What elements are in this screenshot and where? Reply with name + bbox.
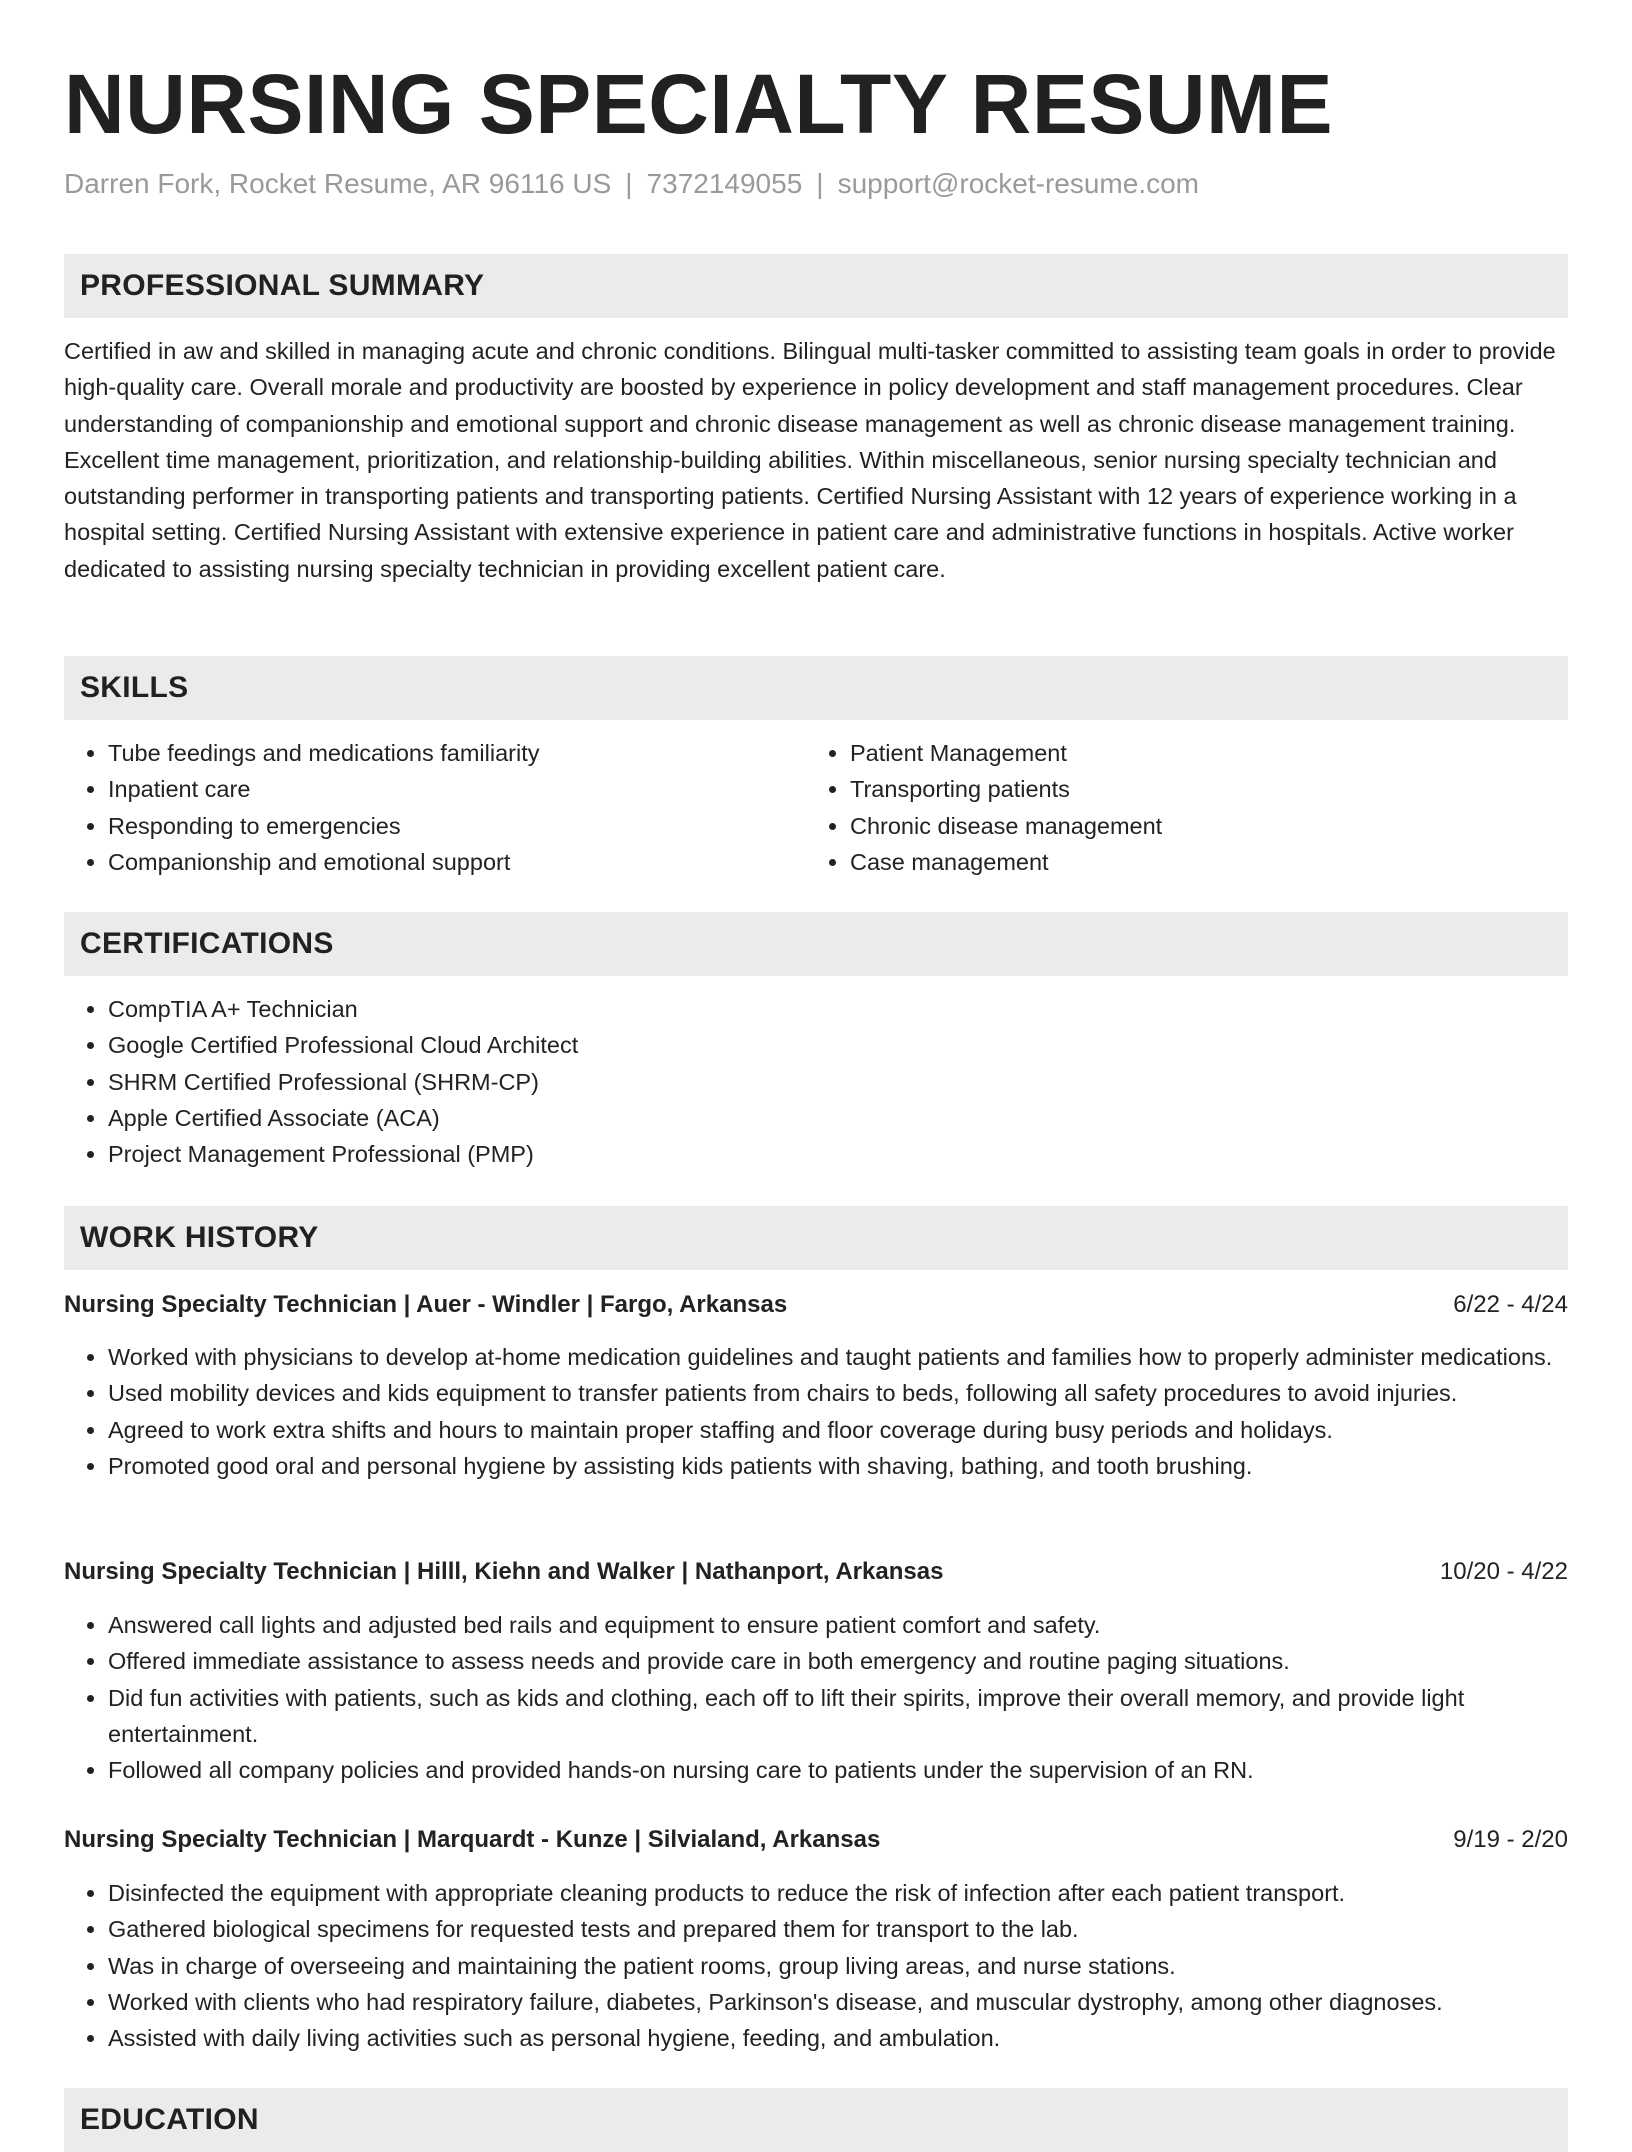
skills-column-right bbox=[806, 735, 1546, 880]
education-section-header bbox=[64, 2088, 1568, 2152]
job-dates: 6/22 - 4/24 bbox=[1453, 1291, 1568, 1318]
contact-phone: 7372149055 bbox=[646, 168, 803, 199]
job-duty-item: • Gathered biological specimens for requested tests and prepared them for transport to the lab. bbox=[108, 1911, 1568, 1947]
certification-item: • Google Certified Professional Cloud Architect bbox=[108, 1027, 1568, 1063]
work-history-heading: WORK HISTORY bbox=[80, 1221, 319, 1254]
summary-section-header bbox=[64, 254, 1568, 318]
skill-item: • Patient Management bbox=[850, 735, 1546, 771]
job-title: Nursing Specialty Technician | Marquardt - Kunze | Silvialand, Arkansas bbox=[64, 1826, 881, 1853]
education-heading: EDUCATION bbox=[80, 2103, 259, 2136]
certification-item: • Apple Certified Associate (ACA) bbox=[108, 1100, 1568, 1136]
job-duties bbox=[64, 1607, 1568, 1788]
skill-item: • Tube feedings and medications familiarity bbox=[108, 735, 804, 771]
resume-title: NURSING SPECIALTY RESUME bbox=[64, 57, 1334, 151]
skills-list-left bbox=[64, 735, 804, 880]
certification-item: • SHRM Certified Professional (SHRM-CP) bbox=[108, 1064, 1568, 1100]
skills-heading: SKILLS bbox=[80, 671, 189, 704]
certifications-list bbox=[64, 991, 1568, 1172]
job-duty-item: • Followed all company policies and provided hands-on nursing care to patients under the supervision of an RN. bbox=[108, 1752, 1568, 1788]
job-duty-item: • Disinfected the equipment with appropriate cleaning products to reduce the risk of infection after each patient transport. bbox=[108, 1875, 1568, 1911]
job-duties bbox=[64, 1339, 1568, 1484]
job-duty-list bbox=[64, 1339, 1568, 1484]
summary-heading: PROFESSIONAL SUMMARY bbox=[80, 269, 485, 302]
certification-item: • CompTIA A+ Technician bbox=[108, 991, 1568, 1027]
skill-item: • Companionship and emotional support bbox=[108, 844, 804, 880]
job-header bbox=[64, 1554, 1568, 1590]
certification-item: • Project Management Professional (PMP) bbox=[108, 1136, 1568, 1172]
job-duty-item: • Offered immediate assistance to assess needs and provide care in both emergency and routine paging situations. bbox=[108, 1643, 1568, 1679]
certifications-heading: CERTIFICATIONS bbox=[80, 927, 334, 960]
job-duty-item: • Did fun activities with patients, such as kids and clothing, each off to lift their spirits, improve their overall memory, and provide light entertainment. bbox=[108, 1680, 1568, 1753]
skills-column-left bbox=[64, 735, 804, 880]
job-duty-item: • Used mobility devices and kids equipment to transfer patients from chairs to beds, following all safety procedures to avoid injuries. bbox=[108, 1375, 1568, 1411]
skill-item: • Case management bbox=[850, 844, 1546, 880]
job-duty-item: • Worked with physicians to develop at-home medication guidelines and taught patients and families how to properly administer medications. bbox=[108, 1339, 1568, 1375]
contact-separator: | bbox=[816, 168, 824, 199]
skill-item: • Responding to emergencies bbox=[108, 808, 804, 844]
job-duty-item: • Answered call lights and adjusted bed rails and equipment to ensure patient comfort and safety. bbox=[108, 1607, 1568, 1643]
certifications-section-header bbox=[64, 912, 1568, 976]
contact-email: support@rocket-resume.com bbox=[837, 168, 1199, 199]
job-duty-item: • Agreed to work extra shifts and hours to maintain proper staffing and floor coverage during busy periods and holidays. bbox=[108, 1412, 1568, 1448]
job-duty-item: • Assisted with daily living activities such as personal hygiene, feeding, and ambulation. bbox=[108, 2020, 1568, 2056]
skill-item: • Transporting patients bbox=[850, 771, 1546, 807]
job-dates: 10/20 - 4/22 bbox=[1439, 1558, 1568, 1585]
job-duty-item: • Promoted good oral and personal hygiene by assisting kids patients with shaving, bathing, and tooth brushing. bbox=[108, 1448, 1568, 1484]
job-header bbox=[64, 1287, 1568, 1323]
job-duty-list bbox=[64, 1875, 1568, 2056]
skill-item: • Chronic disease management bbox=[850, 808, 1546, 844]
job-duty-item: • Worked with clients who had respiratory failure, diabetes, Parkinson's disease, and muscular dystrophy, among other diagnoses. bbox=[108, 1984, 1568, 2020]
skills-section-header bbox=[64, 656, 1568, 720]
job-title: Nursing Specialty Technician | Auer - Windler | Fargo, Arkansas bbox=[64, 1291, 788, 1318]
job-title: Nursing Specialty Technician | Hilll, Kiehn and Walker | Nathanport, Arkansas bbox=[64, 1558, 944, 1585]
job-duty-item: • Was in charge of overseeing and maintaining the patient rooms, group living areas, and nurse stations. bbox=[108, 1948, 1568, 1984]
job-duty-list bbox=[64, 1607, 1568, 1788]
contact-address: Darren Fork, Rocket Resume, AR 96116 US bbox=[64, 168, 612, 199]
contact-separator: | bbox=[625, 168, 633, 199]
summary-text: Certified in aw and skilled in managing acute and chronic conditions. Bilingual multi-tasker committed to assisting team goals in order to provide high-quality care. Overall morale and productivity are boosted by experience in policy development and staff management procedures. Clear understanding of companionship and emotional support and chronic disease management as well as chronic disease management training. Excellent time management, prioritization, and relationship-building abilities. Within miscellaneous, senior nursing specialty technician and outstanding performer in transporting patients and transporting patients. Certified Nursing Assistant with 12 years of experience working in a hospital setting. Certified Nursing Assistant with extensive experience in patient care and administrative functions in hospitals. Active worker dedicated to assisting nursing specialty technician in providing excellent patient care. bbox=[64, 338, 1556, 582]
skills-list-right bbox=[806, 735, 1546, 880]
job-duties bbox=[64, 1875, 1568, 2056]
skill-item: • Inpatient care bbox=[108, 771, 804, 807]
contact-line bbox=[64, 166, 1199, 202]
certifications-list-wrap bbox=[64, 991, 1568, 1172]
job-dates: 9/19 - 2/20 bbox=[1453, 1826, 1568, 1853]
work-history-section-header bbox=[64, 1206, 1568, 1270]
job-header bbox=[64, 1822, 1568, 1858]
